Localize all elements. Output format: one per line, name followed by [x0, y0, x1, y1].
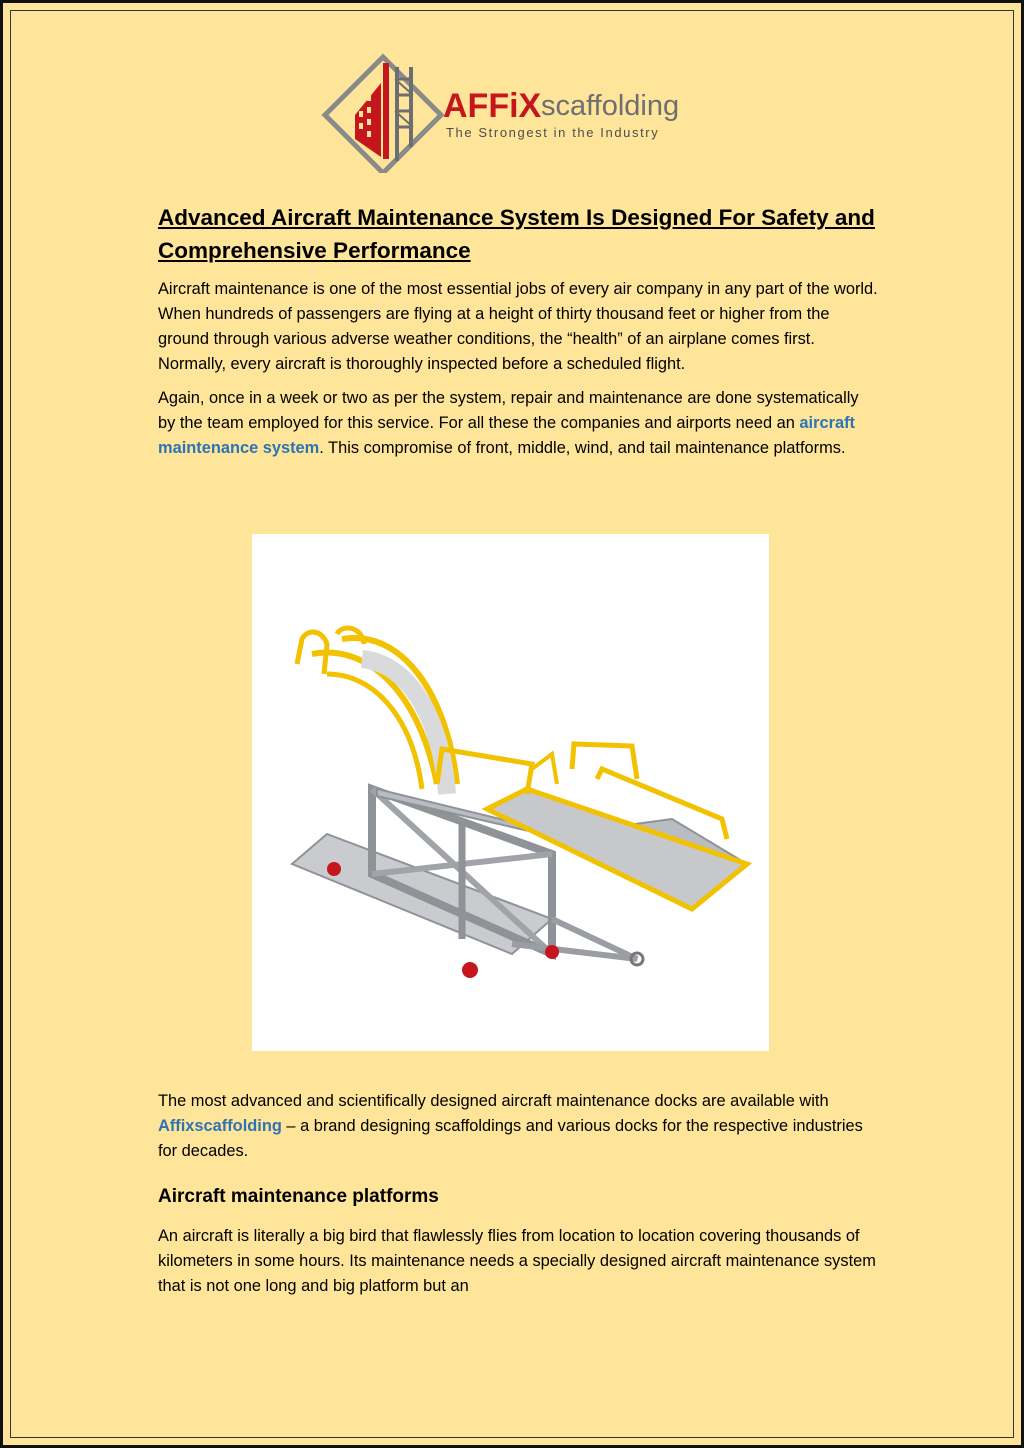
paragraph-3	[158, 1089, 878, 1164]
article-body	[158, 1089, 878, 1308]
logo-tagline: The Strongest in the Industry	[446, 125, 660, 140]
paragraph-2-text-b: . This compromise of front, middle, wind, and tail maintenance platforms.	[319, 439, 846, 457]
paragraph-2-text-a: Again, once in a week or two as per the system, repair and maintenance are done systematically by the team employed for this service. For all these the companies and airports need an	[158, 389, 859, 432]
logo-brand-red: AFFiX	[443, 87, 542, 125]
paragraph-2	[158, 386, 878, 461]
paragraph-3-text-b: – a brand designing scaffoldings and various docks for the respective industries for decades.	[158, 1117, 863, 1160]
affixscaffolding-link[interactable]: Affixscaffolding	[158, 1117, 282, 1135]
paragraph-3-text-a: The most advanced and scientifically designed aircraft maintenance docks are available with	[158, 1092, 829, 1110]
aircraft-maintenance-system-link[interactable]: aircraft maintenance system	[158, 414, 855, 457]
logo-brand-grey: scaffolding	[541, 90, 680, 122]
paragraph-4: An aircraft is literally a big bird that flawlessly flies from location to location covering thousands of kilometers in some hours. Its maintenance needs a specially designed aircraft maintenance system that is not one long and big platform but an	[158, 1227, 876, 1295]
affix-logo	[321, 53, 681, 173]
section-heading: Aircraft maintenance platforms	[158, 1186, 439, 1207]
article-intro	[158, 201, 878, 470]
article-title: Advanced Aircraft Maintenance System Is Designed For Safety and Comprehensive Performance	[158, 205, 875, 263]
aircraft-maintenance-platform-image	[252, 534, 769, 1051]
paragraph-1: Aircraft maintenance is one of the most essential jobs of every air company in any part of the world. When hundreds of passengers are flying at a height of thirty thousand feet or higher from the ground through various adverse weather conditions, the “health” of an airplane comes first. Normally, every aircraft is thoroughly inspected before a scheduled flight.	[158, 280, 878, 373]
